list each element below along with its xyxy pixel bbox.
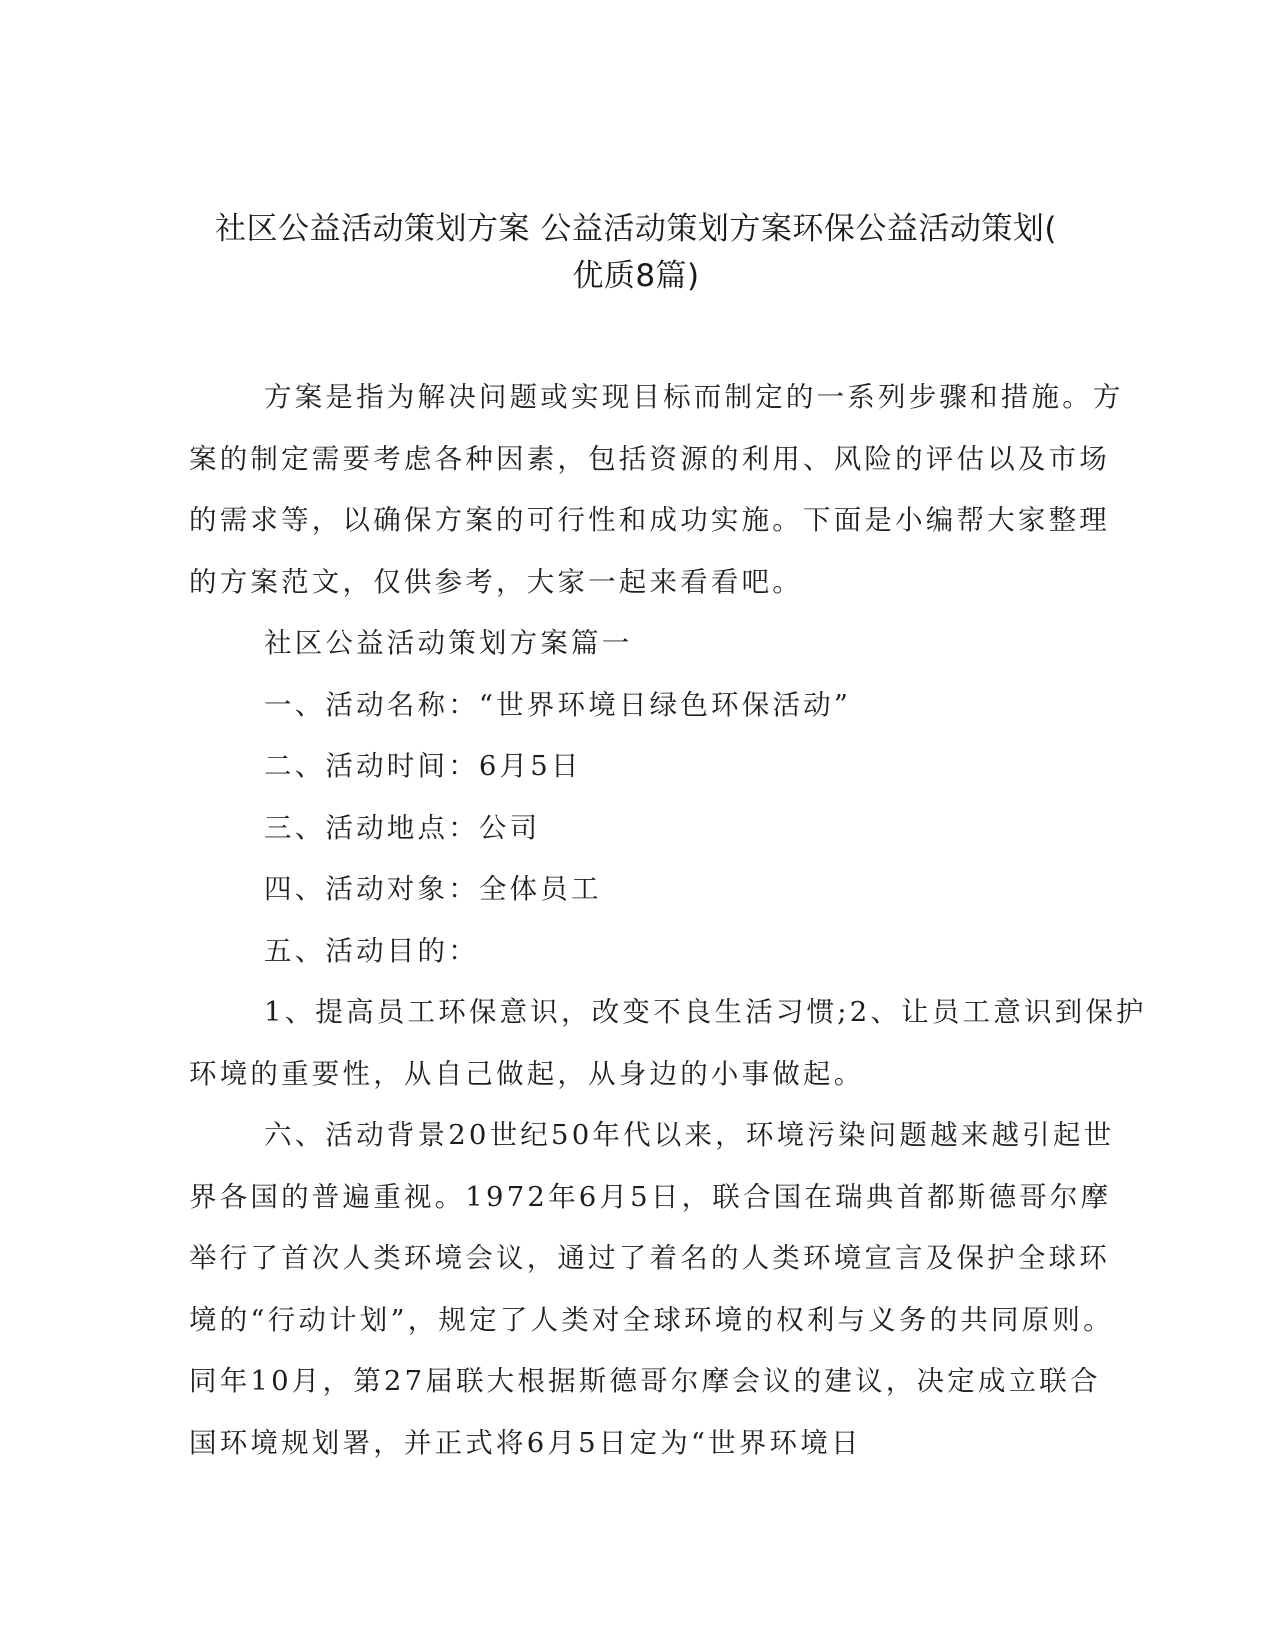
background-line-1: 六、活动背景20世纪50年代以来，环境污染问题越来越引起世 xyxy=(264,1119,1115,1151)
item-activity-time: 二、活动时间：6月5日 xyxy=(264,750,582,782)
section-heading: 社区公益活动策划方案篇一 xyxy=(264,627,633,659)
background-line-6: 国环境规划署，并正式将6月5日定为“世界环境日 xyxy=(189,1426,862,1459)
background-line-4: 境的“行动计划”，规定了人类对全球环境的权利与义务的共同原则。 xyxy=(189,1303,1114,1336)
item-activity-purpose: 五、活动目的： xyxy=(264,934,479,967)
purpose-line-1: 1、提高员工环保意识，改变不良生活习惯;2、让员工意识到保护 xyxy=(264,996,1147,1028)
title-line-1: 社区公益活动策划方案 公益活动策划方案环保公益活动策划( xyxy=(215,211,1057,247)
intro-line-1: 方案是指为解决问题或实现目标而制定的一系列步骤和措施。方 xyxy=(264,381,1124,413)
purpose-line-2: 环境的重要性，从自己做起，从身边的小事做起。 xyxy=(189,1057,865,1090)
background-line-2: 界各国的普遍重视。1972年6月5日，联合国在瑞典首都斯德哥尔摩 xyxy=(189,1180,1112,1213)
item-activity-location: 三、活动地点：公司 xyxy=(264,811,541,844)
intro-line-2: 案的制定需要考虑各种因素，包括资源的利用、风险的评估以及市场 xyxy=(189,442,1110,475)
document-title xyxy=(186,206,1086,300)
intro-line-4: 的方案范文，仅供参考，大家一起来看看吧。 xyxy=(189,565,803,598)
background-line-5: 同年10月，第27届联大根据斯德哥尔摩会议的建议，决定成立联合 xyxy=(189,1365,1101,1397)
document-body xyxy=(189,367,1147,1474)
intro-line-3: 的需求等，以确保方案的可行性和成功实施。下面是小编帮大家整理 xyxy=(189,504,1110,536)
item-activity-audience: 四、活动对象：全体员工 xyxy=(264,873,602,905)
title-line-2: 优质8篇) xyxy=(572,258,700,294)
background-line-3: 举行了首次人类环境会议，通过了着名的人类环境宣言及保护全球环 xyxy=(189,1242,1110,1274)
item-activity-name: 一、活动名称：“世界环境日绿色环保活动” xyxy=(264,688,852,721)
